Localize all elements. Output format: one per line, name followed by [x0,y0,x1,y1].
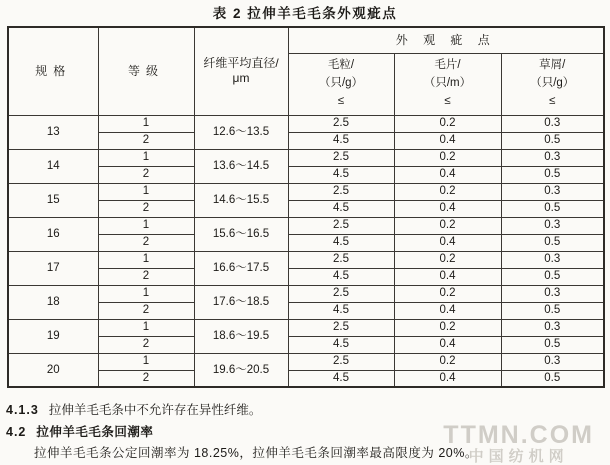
grade-cell: 1 [98,115,194,132]
diameter-cell: 15.6～16.5 [194,217,288,251]
table-row [8,183,604,200]
caoxie-value-cell: 0.5 [501,302,604,319]
maopian-value-cell: 0.4 [394,268,501,285]
caoxie-value-cell: 0.3 [501,115,604,132]
table-row [8,268,604,285]
grade-cell: 2 [98,234,194,251]
caoxie-value-cell: 0.3 [501,183,604,200]
caoxie-value-cell: 0.3 [501,251,604,268]
header-grade: 等级 [98,27,194,115]
table-row [8,319,604,336]
grade-cell: 2 [98,268,194,285]
header-defect-caoxie-unit: （只/g） [530,77,575,90]
table-header [8,27,604,115]
maoli-value-cell: 4.5 [288,166,394,183]
maopian-value-cell: 0.4 [394,166,501,183]
maoli-value-cell: 2.5 [288,251,394,268]
spec-cell: 18 [8,285,98,319]
table-row [8,302,604,319]
grade-cell: 2 [98,336,194,353]
grade-cell: 2 [98,166,194,183]
header-defects-group: 外 观 疵 点 [288,27,604,53]
table-row [8,370,604,387]
diameter-cell: 16.6～17.5 [194,251,288,285]
table-row [8,217,604,234]
header-defect-caoxie-limit: ≤ [549,94,556,107]
table-row [8,132,604,149]
note-4-2-text: 拉伸羊毛毛条回潮率 [36,424,154,439]
maopian-value-cell: 0.2 [394,319,501,336]
maopian-value-cell: 0.4 [394,234,501,251]
grade-cell: 1 [98,183,194,200]
header-defect-maopian-unit: （只/m） [423,77,472,90]
table-title: 表 2 拉伸羊毛毛条外观疵点 [212,6,398,21]
maoli-value-cell: 2.5 [288,319,394,336]
maoli-value-cell: 2.5 [288,285,394,302]
maoli-value-cell: 2.5 [288,149,394,166]
header-defect-maoli-name: 毛粒/ [327,59,355,72]
spec-cell: 17 [8,251,98,285]
header-defect-maopian [394,53,501,115]
table-body [8,115,604,387]
caoxie-value-cell: 0.5 [501,336,604,353]
diameter-cell: 19.6～20.5 [194,353,288,387]
spec-cell: 15 [8,183,98,217]
table-row [8,285,604,302]
maopian-value-cell: 0.2 [394,353,501,370]
maoli-value-cell: 2.5 [288,217,394,234]
spec-cell: 14 [8,149,98,183]
table-row [8,234,604,251]
diameter-cell: 18.6～19.5 [194,319,288,353]
spec-cell: 19 [8,319,98,353]
grade-cell: 2 [98,200,194,217]
maoli-value-cell: 4.5 [288,370,394,387]
maoli-value-cell: 4.5 [288,336,394,353]
caoxie-value-cell: 0.5 [501,166,604,183]
caoxie-value-cell: 0.5 [501,370,604,387]
table-row [8,336,604,353]
maopian-value-cell: 0.2 [394,149,501,166]
maopian-value-cell: 0.4 [394,132,501,149]
grade-cell: 1 [98,149,194,166]
header-defect-maoli-unit: （只/g） [318,77,364,90]
caoxie-value-cell: 0.3 [501,217,604,234]
maoli-value-cell: 4.5 [288,200,394,217]
grade-cell: 1 [98,251,194,268]
header-diameter-line2: μm [232,71,250,86]
header-defect-maopian-limit: ≤ [444,94,451,107]
maopian-value-cell: 0.4 [394,336,501,353]
defects-table [7,26,605,388]
maopian-value-cell: 0.2 [394,285,501,302]
maopian-value-cell: 0.4 [394,370,501,387]
maopian-value-cell: 0.2 [394,183,501,200]
watermark-line2: 中国纺机网 [468,448,569,465]
watermark-line1: TTMN.COM [443,421,594,449]
header-row-group [8,27,604,53]
header-spec: 规格 [8,27,98,115]
note-4-1-3-text: 拉伸羊毛毛条中不允许存在异性纤维。 [48,403,262,417]
table-row [8,200,604,217]
grade-cell: 1 [98,285,194,302]
grade-cell: 1 [98,217,194,234]
header-defect-maoli-limit: ≤ [337,94,345,107]
maoli-value-cell: 2.5 [288,183,394,200]
header-diameter [194,27,288,115]
caoxie-value-cell: 0.5 [501,268,604,285]
caoxie-value-cell: 0.5 [501,132,604,149]
spec-cell: 20 [8,353,98,387]
maoli-value-cell: 4.5 [288,268,394,285]
maopian-value-cell: 0.2 [394,217,501,234]
spec-cell: 13 [8,115,98,149]
note-4-2-number: 4.2 [6,424,27,439]
table-row [8,353,604,370]
grade-cell: 1 [98,319,194,336]
maopian-value-cell: 0.2 [394,251,501,268]
maopian-value-cell: 0.2 [394,115,501,132]
table-row [8,149,604,166]
diameter-cell: 13.6～14.5 [194,149,288,183]
note-4-1-3-number: 4.1.3 [6,403,39,417]
header-defect-maopian-name: 毛片/ [434,59,461,72]
diameter-cell: 17.6～18.5 [194,285,288,319]
caoxie-value-cell: 0.5 [501,200,604,217]
maoli-value-cell: 2.5 [288,115,394,132]
maoli-value-cell: 4.5 [288,132,394,149]
grade-cell: 2 [98,132,194,149]
spec-cell: 16 [8,217,98,251]
note-4-1-3 [6,404,606,417]
diameter-cell: 14.6～15.5 [194,183,288,217]
header-defect-caoxie-name: 草屑/ [539,59,566,72]
caoxie-value-cell: 0.3 [501,285,604,302]
caoxie-value-cell: 0.3 [501,353,604,370]
table-row [8,115,604,132]
maopian-value-cell: 0.4 [394,200,501,217]
diameter-cell: 12.6～13.5 [194,115,288,149]
note-4-2-body: 拉伸羊毛毛条公定回潮率为 18.25%，拉伸羊毛毛条回潮率最高限度为 20%。 [34,446,478,460]
grade-cell: 2 [98,302,194,319]
caoxie-value-cell: 0.3 [501,319,604,336]
caoxie-value-cell: 0.3 [501,149,604,166]
grade-cell: 2 [98,370,194,387]
header-diameter-line1: 纤维平均直径/ [203,56,279,71]
watermark-logo [443,423,594,464]
maoli-value-cell: 4.5 [288,302,394,319]
table-row [8,166,604,183]
maoli-value-cell: 4.5 [288,234,394,251]
maopian-value-cell: 0.4 [394,302,501,319]
caoxie-value-cell: 0.5 [501,234,604,251]
table-row [8,251,604,268]
grade-cell: 1 [98,353,194,370]
header-defect-caoxie [501,53,604,115]
maoli-value-cell: 2.5 [288,353,394,370]
header-defect-maoli [288,53,394,115]
